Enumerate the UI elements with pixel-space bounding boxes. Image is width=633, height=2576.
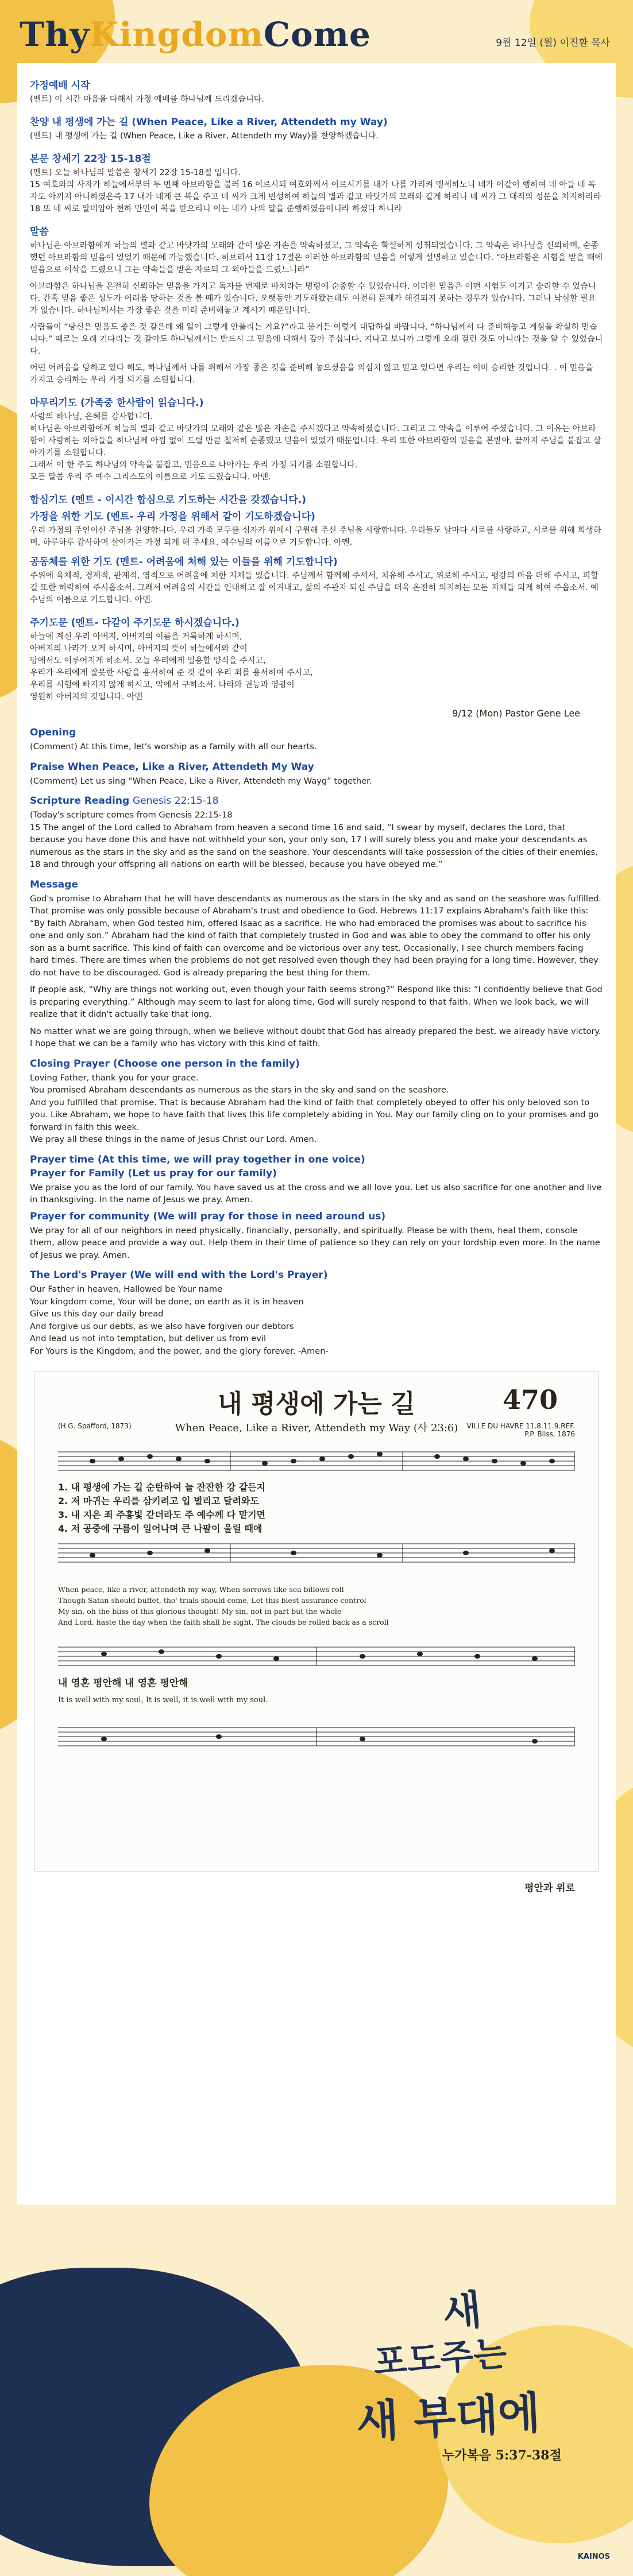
title-come: Come bbox=[263, 15, 371, 54]
hymn-category: 평안과 위로 bbox=[524, 1882, 575, 1894]
en-community-text: We pray for all of our neighbors in need physically, financially, personally, and spiritually. Please be with them, heal them, console them, allow peace and provide a way out. Help them in their time of patience so they can rely on your lordship even more. In the name of Jesus we pray. Amen. bbox=[30, 1225, 600, 1260]
ko-community-text: 주위에 육체적, 경제적, 관계적, 영적으로 어려움에 처한 지체들 있습니다. 주님께서 함께해 주셔서, 치유해 주시고, 위로해 주시고, 평강의 마음 더해 주시고, 피할 길 또한 허락하여 주시옵소서. 그래서 어려움의 시간들 인내하고 잘 이겨내고, 삶의 주관자 되신 주님을 더욱 온전히 의지하는 모든 지체들 되게 하여 주옵소서. 예수님의 이름으로 기도합니다. 아멘. bbox=[30, 571, 599, 605]
en-lords-heading: The Lord's Prayer (We will end with the Lord's Prayer) bbox=[30, 1269, 328, 1281]
hymn-verse-3-ko: 3. 내 지은 죄 주홍빛 같더라도 주 예수께 다 맡기면 bbox=[58, 1509, 266, 1520]
kainos-logo: KAINOS bbox=[577, 2552, 610, 2561]
hymn-verse-1-ko: 1. 내 평생에 가는 길 순탄하여 늘 잔잔한 강 같든지 bbox=[58, 1482, 266, 1493]
en-scripture-ref: Genesis 22:15-18 bbox=[133, 795, 219, 807]
en-scripture-heading bbox=[30, 795, 603, 807]
hymn-lyrics-en bbox=[58, 1584, 575, 1628]
ko-closing-heading: 마무리기도 (가족중 한사람이 읽습니다.) bbox=[30, 397, 204, 409]
brand-verse-ref: 누가복음 5:37-38절 bbox=[442, 2448, 562, 2463]
en-family-prayer-text: We praise you as the lord of our family. You have saved us at the cross and we all love you. Let us also sacrifice for one another and live in thanksgiving. In the name of Jesus we pray. Amen. bbox=[30, 1182, 602, 1204]
hymn-tune: VILLE DU HAVRE 11.8.11.9.REF. P.P. Bliss, 1876 bbox=[466, 1422, 575, 1438]
ko-community-heading: 공동체를 위한 기도 (멘트- 어려움에 처해 있는 이들을 위해 기도합니다) bbox=[30, 556, 338, 568]
ko-lords-text: 하늘에 계신 우리 아버지, 아버지의 이름을 거룩하게 하시며, 아버지의 나라가 오게 하시며, 아버지의 뜻이 하늘에서와 같이 땅에서도 이루어지게 하소서. 오늘 우리에게 일용할 양식을 주시고, 우리가 우리에게 잘못한 사람을 용서하여 준 것 같이 우리 죄를 용서하여 주시고, 우리를 시험에 빠지지 않게 하시고, 악에서 구하소서. 나라와 권능과 영광이 영원히 아버지의 것입니다. 아멘 bbox=[30, 632, 313, 702]
hymn-verse-4-en: And Lord, haste the day when the faith shall be sight, The clouds be rolled back as a scroll bbox=[58, 1618, 389, 1626]
en-closing-heading: Closing Prayer (Choose one person in the family) bbox=[30, 1057, 300, 1070]
ko-opening-text: (멘트) 이 시간 마음을 다해서 가정 예배를 하나님께 드리겠습니다. bbox=[30, 95, 264, 104]
hymn-number: 470 bbox=[502, 1384, 558, 1415]
en-closing-text: Loving Father, thank you for your grace. You promised Abraham descendants as numerous as the stars in the sky and sand on the seashore. And you fulfilled that promise. That is because Abraham had the kind of faith that completely obeyed to offer his only beloved son to you. Like Abraham, we hope to have faith that lives this life completely abiding in You. May our family cling on to your promises and go forward in faith this week. We pray all these things in the name of Jesus Christ our Lord. Amen. bbox=[30, 1072, 599, 1144]
hymn-lyrics-ko bbox=[58, 1481, 575, 1536]
music-staff-2 bbox=[58, 1641, 575, 1768]
en-message-p3: No matter what we are going through, when we believe without doubt that God has already prepared the best, we already have victory. I hope that we can be a family who has victory with this kind of faith. bbox=[30, 1026, 601, 1048]
ko-praise-text: (멘트) 내 평생에 가는 길 (When Peace, Like a River, Attendeth my Way)를 찬양하겠습니다. bbox=[30, 131, 379, 141]
worship-card bbox=[17, 63, 616, 2205]
hymn-title: 내 평생에 가는 길 bbox=[218, 1389, 415, 1419]
hymn-verse-1-en: When peace, like a river, attendeth my way, When sorrows like sea billows roll bbox=[58, 1585, 344, 1594]
en-scripture-label: Scripture Reading bbox=[30, 795, 130, 807]
en-praise-heading: Praise When Peace, Like a River, Attendeth My Way bbox=[30, 761, 314, 773]
en-message-p1: God's promise to Abraham that he will have descendants as numerous as the stars in the sky and as sand on the seashore was fulfilled. That promise was only possible because of Abraham's trust and obedience to God. Hebrews 11:17 explains Abraham's faith like this: “By faith Abraham, when God tested him, offered Isaac as a sacrifice. He who had embraced the promises was about to sacrifice his one and only son.” Abraham had the kind of faith that completely trusted in God and was able to obey the command to offer his only son as a burnt sacrifice. This kind of faith can overcome and be victorious over any test. Occasionally, I see church members facing hard times. There are times when the problems do not get resolved even though they had been praying for a long time. However, they do not have to be discouraged. God is already preparing the best thing for them. bbox=[30, 893, 601, 978]
hymn-refrain-ko: 내 영혼 평안해 내 영혼 평안해 bbox=[58, 1678, 188, 1689]
ko-family-prayer-heading: 가정을 위한 기도 (멘트- 우리 가정을 위해서 같이 기도하겠습니다) bbox=[30, 511, 315, 522]
signature: 9/12 (Mon) Pastor Gene Lee bbox=[452, 708, 580, 719]
hymn-scripture-ref: (사 23:6) bbox=[413, 1422, 458, 1434]
hymn-title-en: When Peace, Like a River, Attendeth my Way bbox=[175, 1422, 411, 1434]
en-message-heading: Message bbox=[30, 878, 78, 890]
ko-opening-heading: 가정예배 시작 bbox=[30, 80, 90, 91]
hymn-verse-3-en: My sin, oh the bliss of this glorious thought! My sin, not in part but the whole bbox=[58, 1607, 342, 1616]
staff-svg bbox=[58, 1641, 575, 1768]
ko-scripture-text: (멘트) 오늘 하나님의 말씀은 창세기 22장 15-18절 입니다. 15 여호와의 사자가 하늘에서부터 두 번째 아브라함을 불러 16 이르시되 여호와께서 이르시기를 내가 나를 가리켜 맹세하노니 네가 이같이 행하여 네 아들 네 독자도 아끼지 아니하였은즉 17 내가 네게 큰 복을 주고 네 씨가 크게 번성하여 하늘의 별과 같고 바닷가의 모래와 같게 하리니 네 씨가 그 대적의 성문을 차지하리라 18 또 네 씨로 말미암아 천하 만민이 복을 받으리니 이는 네가 나의 말을 준행하였음이니라 하셨다 하니라 bbox=[30, 168, 601, 214]
en-opening-heading: Opening bbox=[30, 727, 76, 738]
ko-scripture-heading: 본문 창세기 22장 15-18절 bbox=[30, 153, 151, 165]
en-community-heading: Prayer for community (We will pray for those in need around us) bbox=[30, 1210, 386, 1222]
en-unison-heading: Prayer time (At this time, we will pray together in one voice) bbox=[30, 1153, 365, 1165]
en-opening-text: (Comment) At this time, let's worship as a family with all our hearts. bbox=[30, 742, 317, 752]
brand-line-1: 새 bbox=[440, 2285, 484, 2337]
hymn-verse-2-ko: 2. 저 마귀는 우리를 삼키려고 입 벌리고 달려와도 bbox=[58, 1496, 259, 1506]
title-kingdom: Kingdom bbox=[90, 15, 264, 54]
ko-message-heading: 말씀 bbox=[30, 226, 49, 238]
hymn-author: (H.G. Spafford, 1873) bbox=[58, 1422, 132, 1430]
ko-message-p1: 하나님은 아브라함에게 하늘의 별과 같고 바닷가의 모래와 같이 많은 자손을 약속하셨고, 그 약속은 확실하게 성취되었습니다. 그 약속은 하나님을 신뢰하며, 순종 했던 아브라함의 믿음이 있었기 때문에 가능했습니다. 히브리서 11장 17절은 이러한 아브라함의 믿음을 이렇게 설명하고 있습니다. “아브라함은 시험을 받을 때에 믿음으로 이삭을 드렸으니 그는 약속들을 받은 자로되 그 외아들을 드렸느니라” bbox=[30, 241, 603, 274]
header bbox=[0, 0, 633, 69]
page-title bbox=[20, 15, 371, 54]
en-lords-text: Our Father in heaven, Hallowed be Your name Your kingdom come, Your will be done, on earth as it is in heaven Give us this day our daily bread And forgive us our debts, as we also have forgiven our debtors And lead us not into temptation, but deliver us from evil For Yours is the Kingdom, and the power, and the glory forever. -Amen- bbox=[30, 1284, 329, 1356]
ko-unison-heading: 합심기도 (멘트 - 이시간 합심으로 기도하는 시간을 갖겠습니다.) bbox=[30, 494, 307, 506]
en-scripture-text: (Today's scripture comes from Genesis 22:15-18 15 The angel of the Lord called to Abraham from heaven a second time 16 and said, “I swear by myself, declares the Lord, that because you have done this and have not withheld your son, your only son, 17 I will surely bless you and make your descendants as numerous as the stars in the sky and as the sand on the seashore. Your descendants will take possession of the cities of their enemies, 18 and through your offspring all nations on earth will be blessed, because you have obeyed me.” bbox=[30, 810, 598, 869]
brand-lettering bbox=[350, 2273, 592, 2515]
hymn-sheet bbox=[34, 1371, 599, 1894]
brand-line-3: 새 부대에 bbox=[355, 2387, 542, 2448]
ko-closing-text: 사랑의 하나님, 은혜를 감사합니다. 하나님은 아브라함에게 하늘의 별과 같고 바닷가의 모래와 같은 많은 자손을 주시겠다고 약속하셨습니다. 그리고 그 약속을 이루어 주셨습니다. 그 이유는 아브라함이 사랑하는 외아들을 하나님께 아낌 없이 드릴 만큼 철저히 순종했고 믿음이 있었기 때문입니다. 우리 또한 아브라함의 믿음을 본받아, 끝까지 주님을 붙잡고 살아가기를 소원합니다. 그래서 이 한 주도 하나님의 약속을 붙잡고, 믿음으로 나아가는 우리 가정 되기를 소원합니다. 모든 말씀 우리 주 예수 그리스도의 이름으로 기도 드렸습니다. 아멘. bbox=[30, 412, 601, 482]
en-praise-text: (Comment) Let us sing “When Peace, Like a River, Attendeth my Wayg” together. bbox=[30, 776, 372, 786]
ko-message-p2: 아브라함은 하나님을 온전히 신뢰하는 믿음을 가지고 독자를 번제로 바치라는 명령에 순종할 수 있었습니다. 이러한 믿음은 어떤 시험도 이기고 승리할 수 있습니다. 간혹 믿음 좋은 성도가 어려움 당하는 것을 볼 때가 있습니다. 오랫동안 기도해왔는데도 여전히 문제가 해결되지 못하는 경우가 있습니다. 그러나 낙심할 필요가 없습니다. 하나님께서는 가장 좋은 것을 미리 준비해놓고 계시기 때문입니다. bbox=[30, 282, 596, 315]
ko-lords-heading: 주기도문 (멘트- 다같이 주기도문 하시겠습니다.) bbox=[30, 617, 240, 629]
ko-message-p4: 어떤 어려움을 당하고 있다 해도, 하나님께서 나를 위해서 가장 좋은 것을 준비해 놓으셨음을 의심치 않고 믿고 있다면 우리는 이미 승리한 것입니다. . 이 믿음을 가지고 승리하는 우리 가정 되기를 소원합니다. bbox=[30, 363, 593, 385]
hymn-refrain-en: It is well with my soul, It is well, it is well with my soul. bbox=[58, 1696, 268, 1705]
date-author: 9월 12일 (월) 이진환 목사 bbox=[496, 37, 610, 49]
ko-praise-heading: 찬양 내 평생에 가는 길 (When Peace, Like a River, Attendeth my Way) bbox=[30, 117, 388, 128]
hymn-verse-4-ko: 4. 저 공중에 구름이 일어나며 큰 나팔이 울릴 때에 bbox=[58, 1523, 263, 1534]
hymn-verse-2-en: Though Satan should buffet, tho' trials should come, Let this blest assurance control bbox=[58, 1596, 366, 1605]
ko-family-prayer-text: 우리 가정의 주인이신 주님을 찬양합니다. 우리 가족 모두를 십자가 위에서 구원해 주신 주님을 사랑합니다. 우리들도 날마다 서로를 사랑하고, 서로를 위해 희생하며, 하루하루 감사하며 살아가는 가정 되게 해 주세요. 예수님의 이름으로 기도합니다. 아멘. bbox=[30, 526, 601, 547]
ko-message-p3: 사람들이 “당신은 믿음도 좋은 것 같은데 왜 일이 그렇게 안풀리는 거요?”라고 묻거든 이렇게 대답하실 바랍니다. “하나님께서 다 준비해놓고 계심을 확실히 믿습니다.” 때로는 오래 기다리는 것 같아도 하나님께서는 반드시 그 믿음에 대해서 갚아 주십니다. 지나고 보니까 그렇게 오래 걸린 것도 아니라는 것을 알 수 있었습니다. bbox=[30, 323, 603, 356]
title-thy: Thy bbox=[20, 15, 90, 54]
en-family-prayer-heading: Prayer for Family (Let us pray for our family) bbox=[30, 1167, 277, 1179]
brand-line-2: 포도주는 bbox=[372, 2333, 508, 2383]
en-message-p2: If people ask, “Why are things not working out, even though your faith seems strong?” Respond like this: “I confidently believe that God is preparing everything.” Although may seem to last for along time, God will surely respond to that faith. When we look back, we will realize that it didn't actually take that long. bbox=[30, 985, 603, 1019]
